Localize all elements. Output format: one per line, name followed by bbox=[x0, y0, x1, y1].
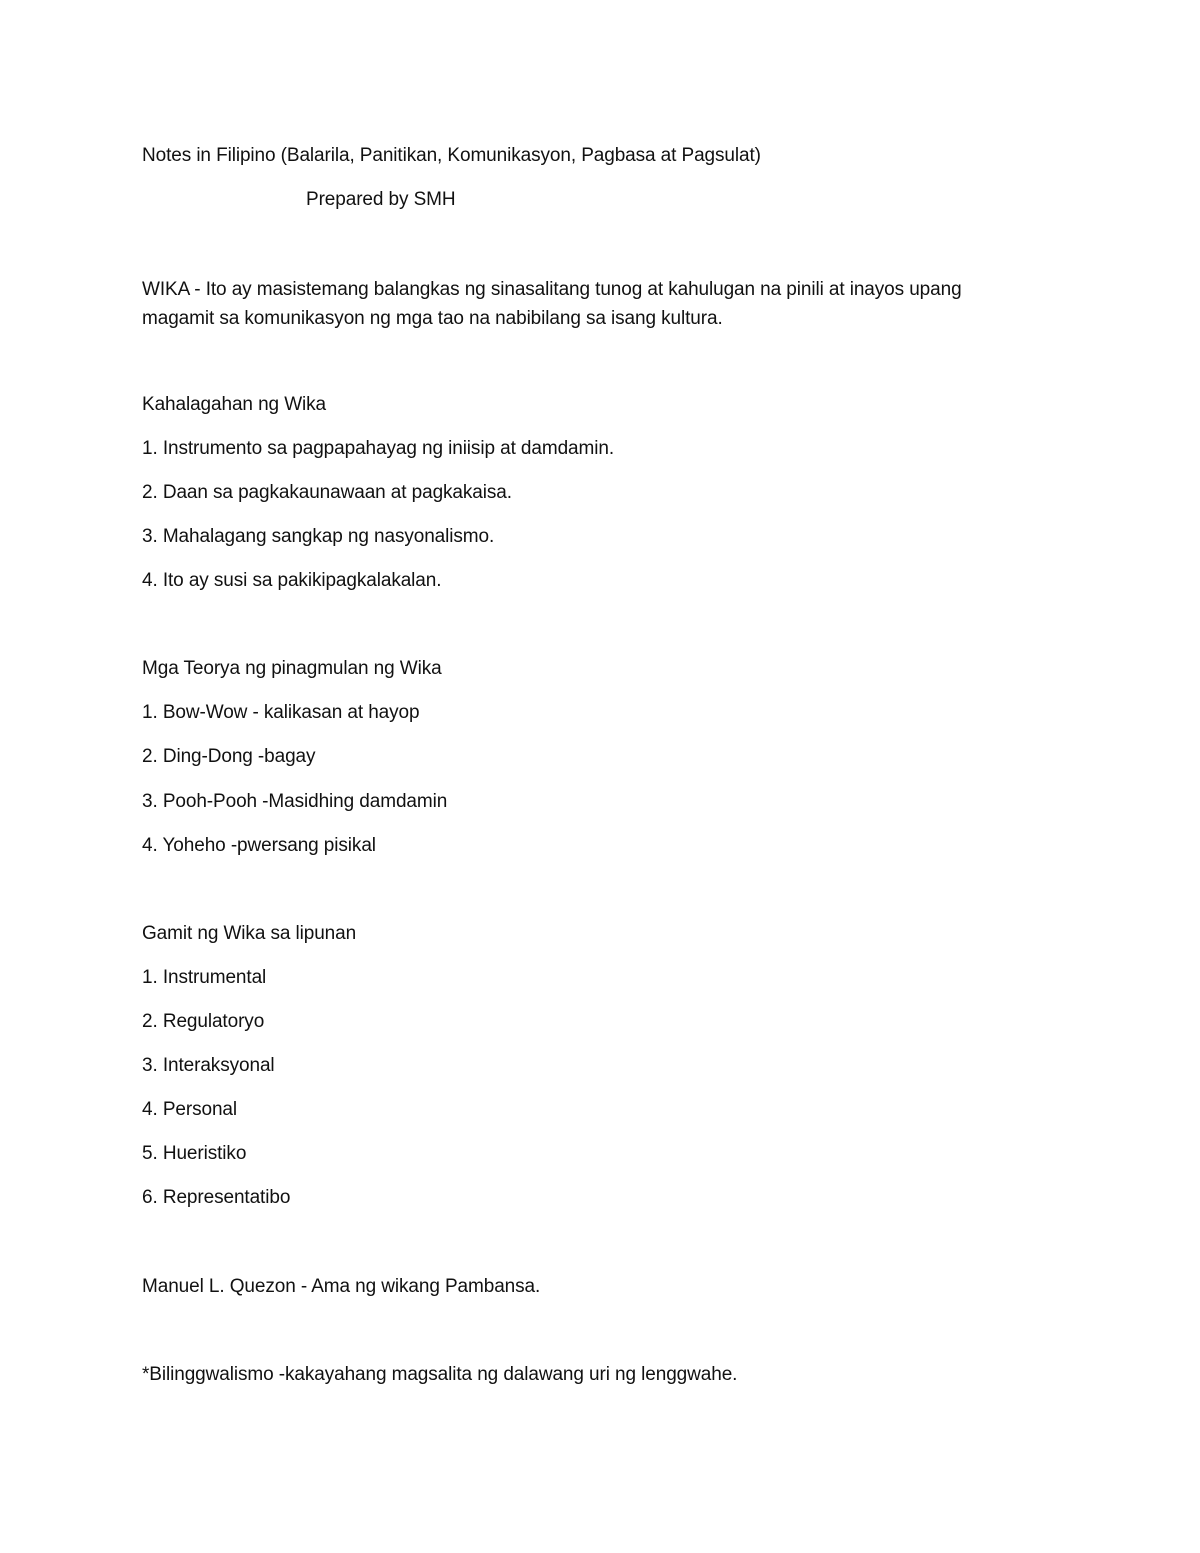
gamit-item: 5. Hueristiko bbox=[142, 1143, 247, 1164]
gamit-item: 3. Interaksyonal bbox=[142, 1055, 275, 1076]
teorya-item: 2. Ding-Dong -bagay bbox=[142, 746, 316, 767]
kahalagahan-item: 2. Daan sa pagkakaunawaan at pagkakaisa. bbox=[142, 482, 512, 503]
quezon-note: Manuel L. Quezon - Ama ng wikang Pambansa. bbox=[142, 1276, 541, 1297]
gamit-item: 6. Representatibo bbox=[142, 1187, 291, 1208]
document-title: Notes in Filipino (Balarila, Panitikan, Komunikasyon, Pagbasa at Pagsulat) bbox=[142, 145, 761, 166]
teorya-item: 4. Yoheho -pwersang pisikal bbox=[142, 835, 376, 856]
gamit-item: 1. Instrumental bbox=[142, 967, 267, 988]
kahalagahan-item: 4. Ito ay susi sa pakikipagkalakalan. bbox=[142, 570, 442, 591]
teorya-item: 1. Bow-Wow - kalikasan at hayop bbox=[142, 702, 420, 723]
prepared-by: Prepared by SMH bbox=[306, 189, 456, 210]
teorya-item: 3. Pooh-Pooh -Masidhing damdamin bbox=[142, 791, 448, 812]
teorya-heading: Mga Teorya ng pinagmulan ng Wika bbox=[142, 658, 442, 679]
gamit-heading: Gamit ng Wika sa lipunan bbox=[142, 923, 357, 944]
kahalagahan-heading: Kahalagahan ng Wika bbox=[142, 394, 327, 415]
kahalagahan-item: 3. Mahalagang sangkap ng nasyonalismo. bbox=[142, 526, 495, 547]
bilinggwalismo-note: *Bilinggwalismo -kakayahang magsalita ng dalawang uri ng lenggwahe. bbox=[142, 1364, 738, 1385]
gamit-item: 2. Regulatoryo bbox=[142, 1011, 265, 1032]
kahalagahan-item: 1. Instrumento sa pagpapahayag ng iniisip at damdamin. bbox=[142, 438, 615, 459]
gamit-item: 4. Personal bbox=[142, 1099, 238, 1120]
wika-definition: WIKA - Ito ay masistemang balangkas ng sinasalitang tunog at kahulugan na pinili at inayos upang magamit sa komunikasyon ng mga tao na nabibilang sa isang kultura. bbox=[142, 279, 962, 329]
